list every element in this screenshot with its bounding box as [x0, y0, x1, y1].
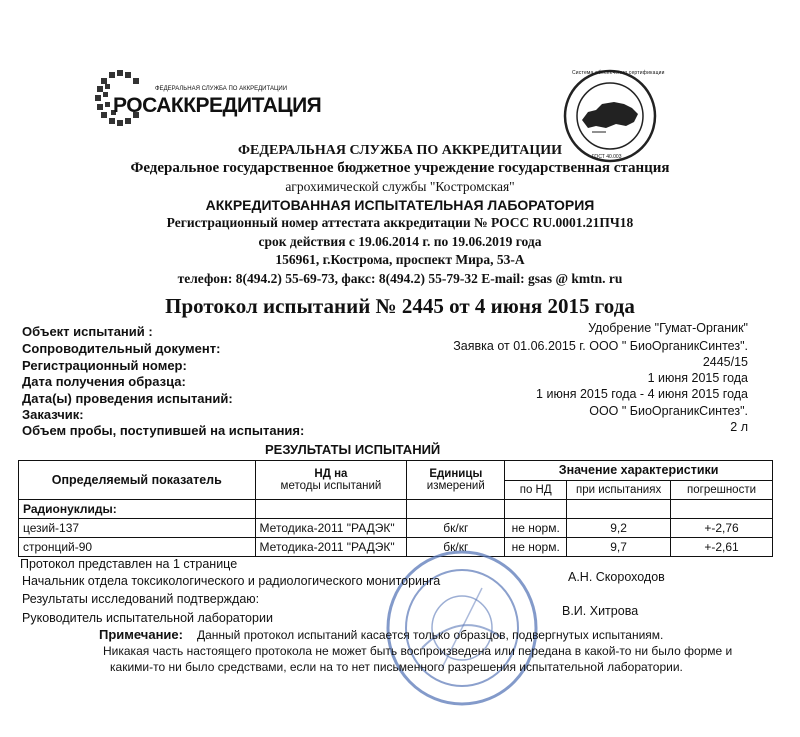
- lab-head-title: Руководитель испытательной лаборатории: [22, 611, 273, 625]
- field-regnum-value: 2445/15: [702, 355, 748, 369]
- protocol-title: Протокол испытаний № 2445 от 4 июня 2015 года: [165, 294, 635, 318]
- rosakkreditatsiya-logo: [95, 70, 335, 130]
- field-received-value: 1 июня 2015 года: [647, 371, 748, 385]
- field-volume-label: Объем пробы, поступившей на испытания:: [22, 423, 305, 438]
- seal-ring-text: Система обеспечения сертификации: [572, 70, 665, 76]
- field-customer-value: ООО " БиоОрганикСинтез".: [589, 404, 748, 418]
- note-line-3: какими-то ни было средствами, если на то нет письменного разрешения испытательной лаборатории.: [110, 660, 683, 674]
- group-label: Радионуклиды:: [19, 500, 256, 519]
- cell-norm: не норм.: [505, 538, 567, 557]
- cell-units: бк/кг: [407, 519, 505, 538]
- header-line-4: АККРЕДИТОВАННАЯ ИСПЫТАТЕЛЬНАЯ ЛАБОРАТОРИЯ: [205, 197, 595, 213]
- table-header-row: [19, 461, 773, 481]
- header-units: [407, 461, 505, 500]
- header-line-1: ФЕДЕРАЛЬНАЯ СЛУЖБА ПО АККРЕДИТАЦИИ: [237, 143, 563, 158]
- cell-error: +-2,76: [671, 519, 773, 538]
- note-label: Примечание:: [99, 627, 183, 642]
- cell-method: Методика-2011 "РАДЭК": [255, 538, 407, 557]
- field-testdates-value: 1 июня 2015 года - 4 июня 2015 года: [536, 387, 748, 401]
- field-received-label: Дата получения образца:: [22, 374, 186, 389]
- cell-result: 9,7: [567, 538, 671, 557]
- seal-code: ГОСТ 40.003: [592, 154, 622, 160]
- header-units-line1: Единицы: [429, 468, 483, 480]
- field-volume-value: 2 л: [730, 420, 748, 434]
- pages-note: Протокол представлен на 1 странице: [20, 557, 238, 571]
- header-indicator: Определяемый показатель: [19, 461, 256, 500]
- field-document-value: Заявка от 01.06.2015 г. ООО " БиоОрганикСинтез".: [453, 339, 748, 353]
- confirm-text: Результаты исследований подтверждаю:: [22, 592, 260, 606]
- cell-result: 9,2: [567, 519, 671, 538]
- header-units-line2: измерений: [426, 480, 485, 492]
- header-nd-line1: НД на: [314, 468, 348, 480]
- header-line-7: 156961, г.Кострома, проспект Мира, 53-А: [275, 252, 525, 267]
- cell-method: Методика-2011 "РАДЭК": [255, 519, 407, 538]
- header-line-5: Регистрационный номер аттестата аккредитации № РОСС RU.0001.21ПЧ18: [166, 215, 634, 230]
- header-line-3: агрохимической службы "Костромская": [285, 179, 515, 194]
- field-customer-label: Заказчик:: [22, 407, 84, 422]
- note-line-1: Данный протокол испытаний касается только образцов, подвергнутых испытаниям.: [197, 628, 664, 642]
- header-nd-line2: методы испытаний: [280, 480, 382, 492]
- logo-small-text: ФЕДЕРАЛЬНАЯ СЛУЖБА ПО АККРЕДИТАЦИИ: [155, 86, 288, 92]
- header-value: Значение характеристики: [505, 461, 773, 481]
- cell-error: +-2,61: [671, 538, 773, 557]
- table-row: [19, 519, 773, 538]
- field-document-label: Сопроводительный документ:: [22, 341, 221, 356]
- lab-head-name: В.И. Хитрова: [562, 604, 639, 618]
- results-table: [18, 460, 773, 557]
- table-group-row: [19, 500, 773, 519]
- cell-indicator: цезий-137: [19, 519, 256, 538]
- field-regnum-label: Регистрационный номер:: [22, 358, 187, 373]
- results-title: РЕЗУЛЬТАТЫ ИСПЫТАНИЙ: [265, 442, 441, 457]
- field-object-label: Объект испытаний :: [22, 324, 153, 339]
- header-line-2: Федеральное государственное бюджетное учреждение государственная станция: [130, 160, 670, 176]
- note-line-2: Никакая часть настоящего протокола не может быть воспроизведена или передана в какой-то ни было форме и: [103, 644, 733, 658]
- head-dept-name: А.Н. Скороходов: [568, 570, 665, 584]
- header-line-8: телефон: 8(494.2) 55-69-73, факс: 8(494.2) 55-79-32 E-mail: gsas @ kmtn. ru: [177, 271, 623, 286]
- cell-norm: не норм.: [505, 519, 567, 538]
- header-sub-result: при испытаниях: [567, 480, 671, 500]
- cell-units: бк/кг: [407, 538, 505, 557]
- field-object-value: Удобрение "Гумат-Органик": [588, 321, 748, 335]
- cell-indicator: стронций-90: [19, 538, 256, 557]
- logo-brand-text: РОСАККРЕДИТАЦИЯ: [113, 94, 322, 117]
- field-testdates-label: Дата(ы) проведения испытаний:: [22, 391, 233, 406]
- header-sub-norm: по НД: [505, 480, 567, 500]
- head-dept-title: Начальник отдела токсикологического и радиологического мониторинга: [22, 574, 441, 588]
- header-nd: [255, 461, 407, 500]
- header-line-6: срок действия с 19.06.2014 г. по 19.06.2019 года: [258, 234, 542, 249]
- header-sub-error: погрешности: [671, 480, 773, 500]
